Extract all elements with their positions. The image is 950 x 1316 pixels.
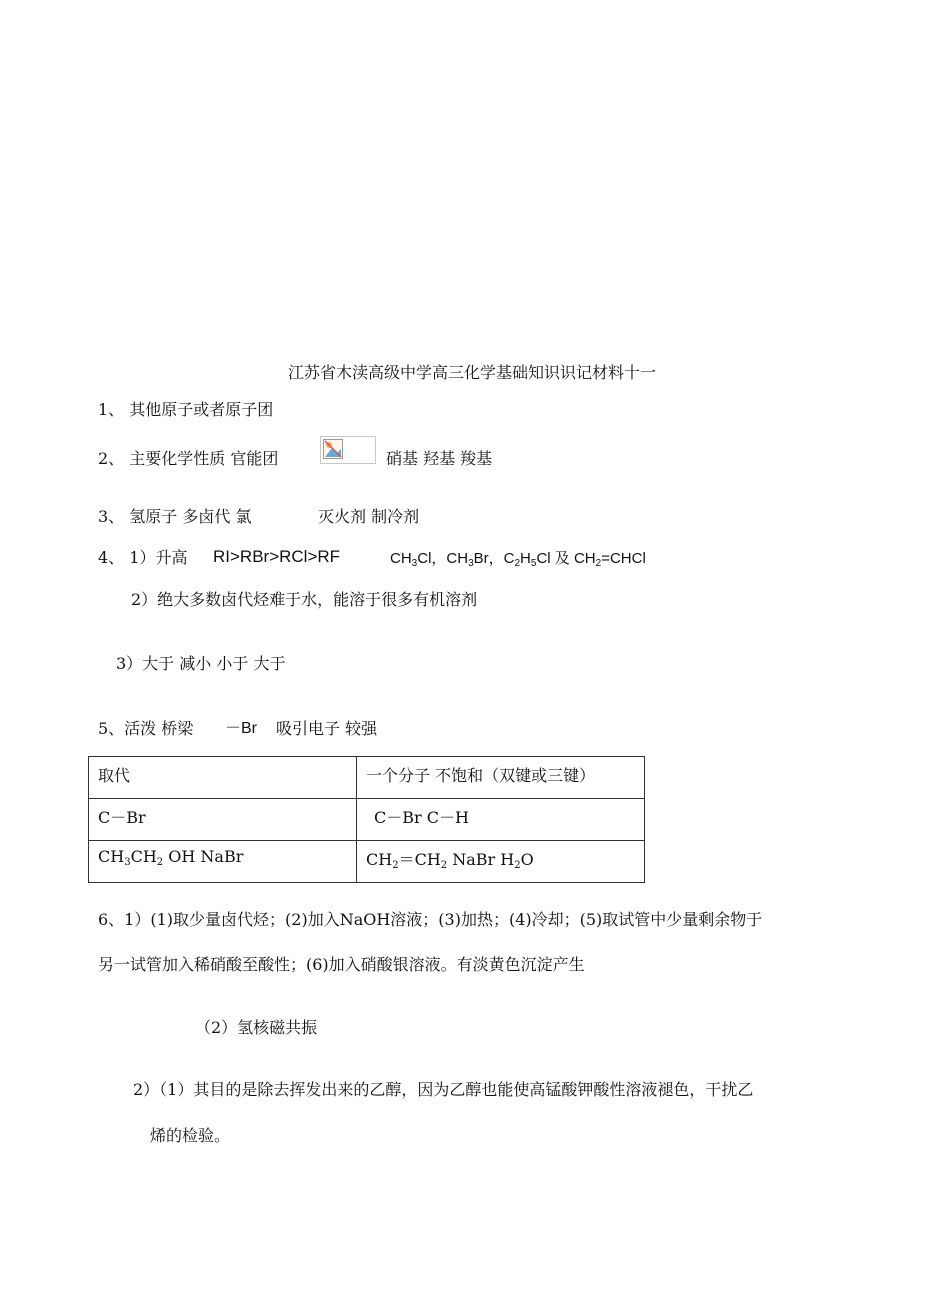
item-2-suffix: 硝基 羟基 羧基	[386, 449, 493, 468]
item-2-prefix: 2、 主要化学性质 官能团	[98, 449, 279, 468]
item-3-a: 3、 氢原子 多卤代 氯	[98, 507, 252, 526]
table-cell: C－Br C－H	[357, 799, 645, 841]
table-cell: 取代	[89, 757, 357, 799]
table-cell: $CH_3CH_2$ OH NaBr	[89, 841, 357, 883]
broken-image-icon	[320, 436, 376, 464]
item-6-p2-line2: 烯的检验。	[150, 1126, 231, 1145]
item-5-br: －Br	[225, 720, 258, 737]
table-row	[89, 799, 645, 841]
item-5-a: 5、活泼 桥梁	[98, 719, 194, 738]
table-row	[89, 757, 645, 799]
item-1: 1、 其他原子或者原子团	[98, 400, 274, 419]
item-6-line1: 6、1）(1)取少量卤代烃；(2)加入NaOH溶液；(3)加热；(4)冷却；(5)取试管中少量剩余物于	[98, 910, 763, 929]
table-cell: C－Br	[89, 799, 357, 841]
table-cell: 一个分子 不饱和（双键或三键）	[357, 757, 645, 799]
item-4-a: 4、 1）升高	[98, 548, 188, 567]
item-4-2: 2）绝大多数卤代烃难于水，能溶于很多有机溶剂	[131, 590, 478, 609]
item-6-p2-line1: 2）（1）其目的是除去挥发出来的乙醇，因为乙醇也能使高锰酸钾酸性溶液褪色，干扰乙	[133, 1080, 754, 1099]
item-5-b: 吸引电子 较强	[276, 719, 378, 738]
page-title: 江苏省木渎高级中学高三化学基础知识识记材料十一	[288, 363, 657, 382]
item-4-order: RI>RBr>RCl>RF	[213, 547, 341, 566]
item-3-b: 灭火剂 制冷剂	[318, 507, 420, 526]
item-6-sub2: （2）氢核磁共振	[195, 1018, 318, 1037]
item-4-formulas: $CH_3Cl$，$CH_3Br$，$C_2H_5Cl$ 及 $CH_2=CHCl$	[390, 550, 646, 569]
item-6-line2: 另一试管加入稀硝酸至酸性；(6)加入硝酸银溶液。有淡黄色沉淀产生	[98, 955, 585, 974]
answer-table	[88, 756, 645, 883]
table-cell: $CH_2=CH_2$ NaBr $H_2O$	[357, 841, 645, 883]
table-row	[89, 841, 645, 883]
item-4-3: 3）大于 减小 小于 大于	[116, 654, 286, 673]
